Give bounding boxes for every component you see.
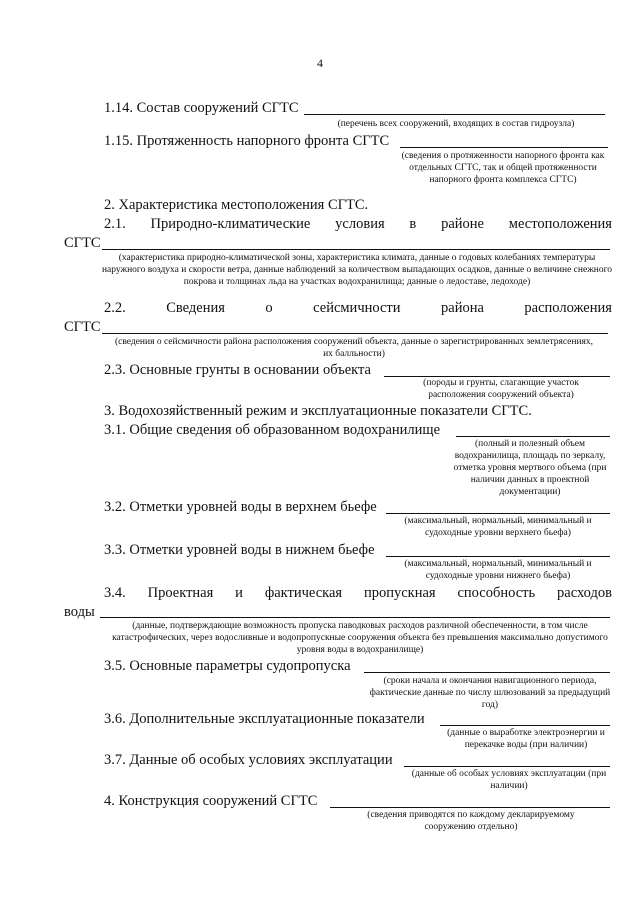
section-3-4-cont: воды (64, 604, 95, 620)
fill-line (456, 436, 610, 437)
section-3-4-note: (данные, подтверждающие возможность пропуска паводковых расходов различной обеспеченности, в том числе катастрофических, через водосливные и водопропускные сооружения объекта без превышения максимально допустимого уровня воды в водохранилище) (112, 621, 608, 655)
section-1-14-note: (перечень всех сооружений, входящих в состав гидроузла) (337, 119, 575, 129)
section-3-7-note: (данные об особых условиях эксплуатации (при наличии) (411, 769, 607, 791)
word: 2.1. (104, 216, 126, 232)
section-3-4-title (104, 585, 612, 602)
section-2-3-label: 2.3. Основные грунты в основании объекта (104, 362, 371, 378)
word: сейсмичности (313, 300, 401, 316)
fill-line (102, 333, 608, 334)
section-3-7-label: 3.7. Данные об особых условиях эксплуатации (104, 752, 393, 768)
section-3-1-note: (полный и полезный объем водохранилища, площадь по зеркалу, отметка уровня мертвого объема (при наличии данных в проектной документации) (453, 439, 607, 497)
word: районе (441, 216, 484, 232)
section-3-1-label: 3.1. Общие сведения об образованном водохранилище (104, 422, 441, 438)
section-3-6-note: (данные о выработке электроэнергии и перекачке воды (при наличии) (447, 728, 605, 750)
section-3-3-label: 3.3. Отметки уровней воды в нижнем бьефе (104, 542, 375, 558)
section-2-heading: 2. Характеристика местоположения СГТС. (104, 197, 369, 213)
section-2-1-note: (характеристика природно-климатической зоны, характеристика климата, данные о годовых колебаниях температуры наружного воздуха и скорости ветра, данные наблюдений за количеством выпадающих осадков, данные о величине снежного покрова и толщинах льда на участках водохранилища; данные о ледоставе, ледоходе) (101, 253, 613, 287)
section-1-14-label: 1.14. Состав сооружений СГТС (104, 100, 299, 116)
section-3-5-note: (сроки начала и окончания навигационного периода, фактические данные по числу шлюзований за предыдущий год) (369, 676, 611, 710)
section-3-5-label: 3.5. Основные параметры судопропуска (104, 658, 351, 674)
word: в (409, 216, 417, 232)
section-2-3-note: (породы и грунты, слагающие участок расположения сооружений объекта) (423, 378, 579, 400)
section-1-15-note: (сведения о протяженности напорного фронта как отдельных СГТС, так и общей протяженности напорного фронта комплекса СГТС) (401, 151, 605, 185)
fill-line (100, 617, 610, 618)
section-2-2-title (104, 300, 612, 317)
section-3-heading: 3. Водохозяйственный режим и эксплуатационные показатели СГТС. (104, 403, 532, 419)
fill-line (386, 513, 610, 514)
section-3-2-note: (максимальный, нормальный, минимальный и судоходные уровни верхнего бьефа) (404, 516, 592, 538)
fill-line (400, 147, 608, 148)
fill-line (304, 114, 605, 115)
section-4-label: 4. Конструкция сооружений СГТС (104, 793, 318, 809)
fill-line (404, 766, 610, 767)
word: Проектная (147, 585, 214, 601)
fill-line (386, 556, 610, 557)
section-2-2-cont: СГТС (64, 319, 101, 335)
word: 3.4. (104, 585, 126, 601)
word: о (265, 300, 273, 316)
word: Природно-климатические (150, 216, 311, 232)
word: условия (335, 216, 385, 232)
fill-line (330, 807, 610, 808)
section-2-2-note: (сведения о сейсмичности района расположения сооружений объекта, данные о зарегистрированных землетрясениях, их балльности) (114, 337, 594, 359)
fill-line (440, 725, 610, 726)
section-1-15-label: 1.15. Протяженность напорного фронта СГТС (104, 133, 390, 149)
section-2-1-cont: СГТС (64, 235, 101, 251)
section-4-note: (сведения приводятся по каждому декларируемому сооружению отдельно) (367, 810, 575, 832)
word: пропускная (363, 585, 436, 601)
word: и (235, 585, 243, 601)
fill-line (102, 249, 610, 250)
word: Сведения (166, 300, 225, 316)
section-2-1-title (104, 216, 612, 233)
word: фактическая (264, 585, 343, 601)
section-3-3-note: (максимальный, нормальный, минимальный и судоходные уровни нижнего бьефа) (404, 559, 592, 581)
word: местоположения (508, 216, 612, 232)
word: 2.2. (104, 300, 126, 316)
fill-line (364, 672, 610, 673)
word: района (441, 300, 484, 316)
section-3-2-label: 3.2. Отметки уровней воды в верхнем бьефе (104, 499, 377, 515)
section-3-6-label: 3.6. Дополнительные эксплуатационные показатели (104, 711, 425, 727)
word: расположения (524, 300, 612, 316)
word: расходов (557, 585, 612, 601)
word: способность (457, 585, 536, 601)
page-number: 4 (317, 56, 323, 70)
